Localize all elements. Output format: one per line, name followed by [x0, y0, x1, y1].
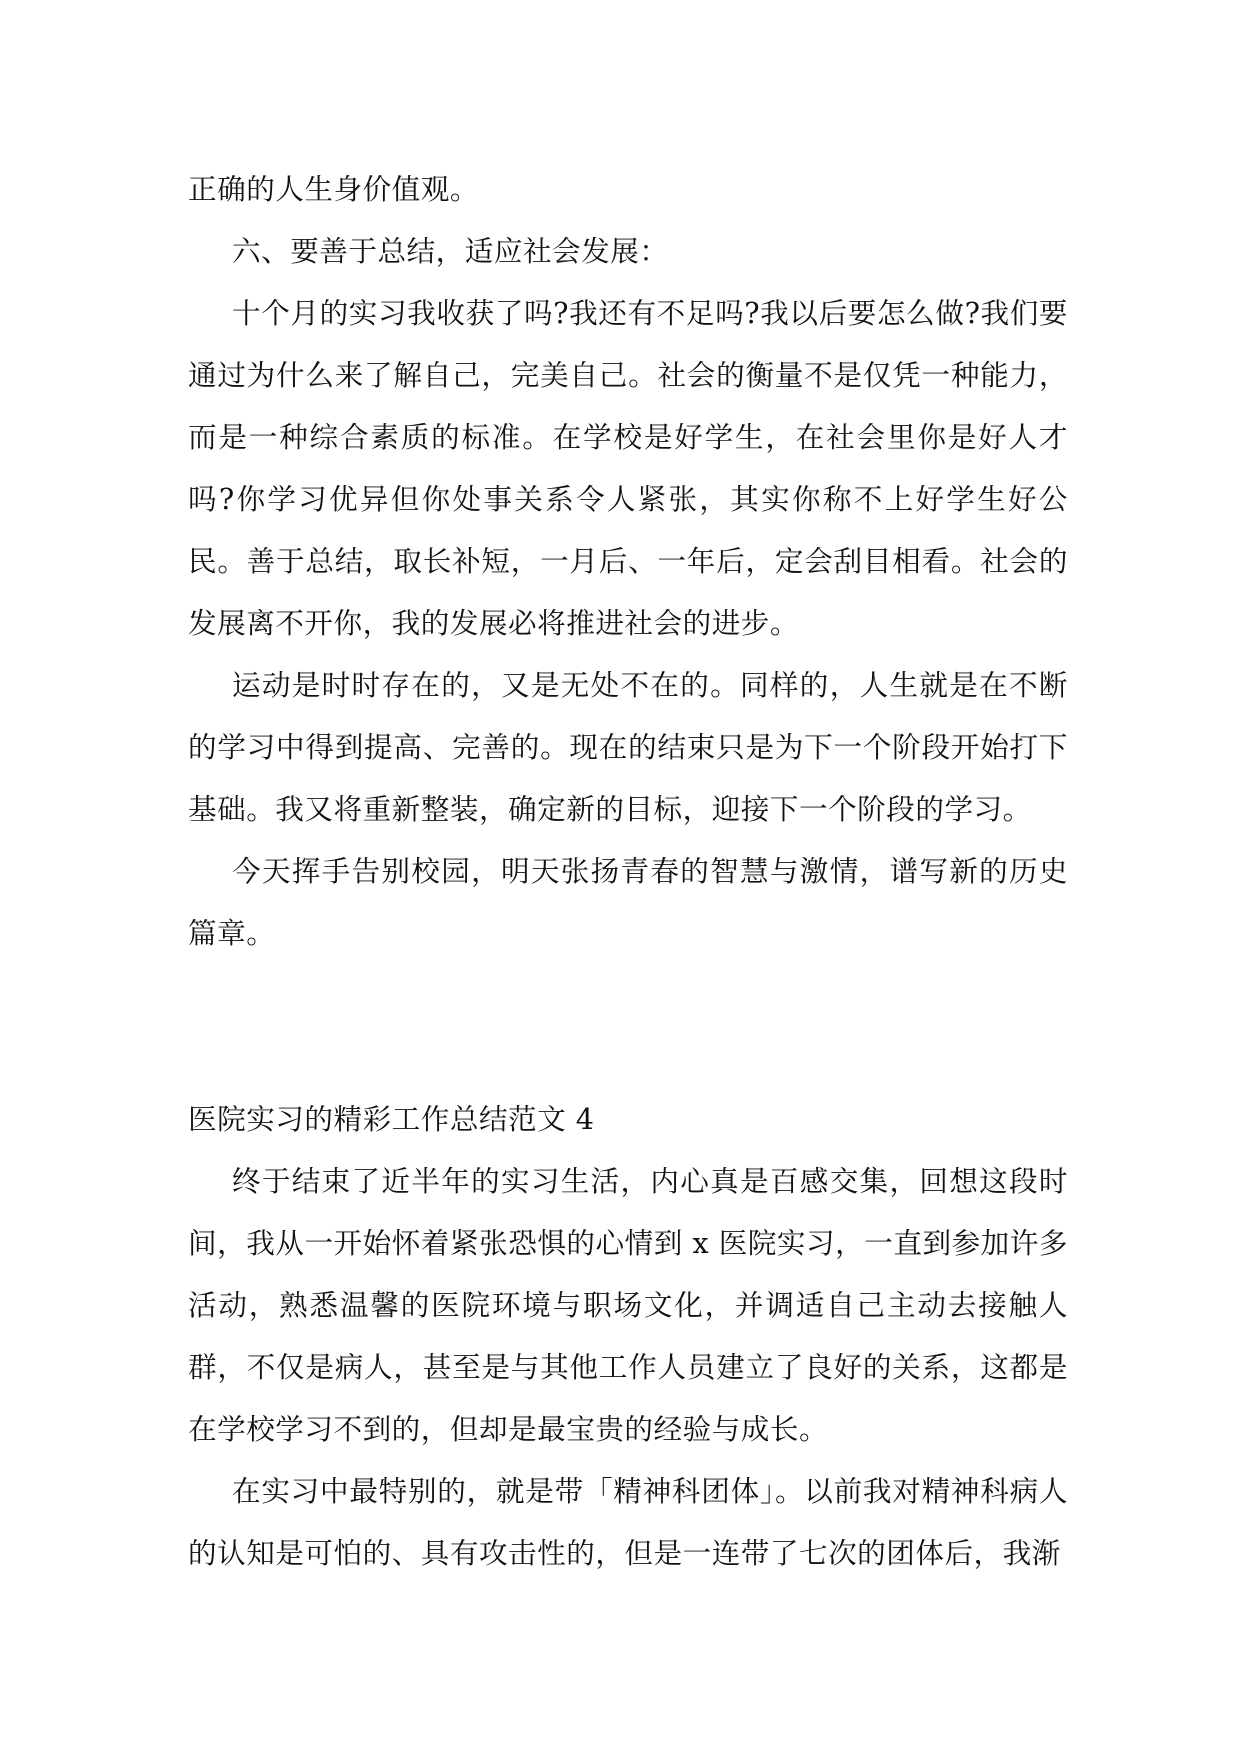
paragraph-motion: 运动是时时存在的，又是无处不在的。同样的，人生就是在不断的学习中得到提高、完善的。现在的结束只是为下一个阶段开始打下基础。我又将重新整装，确定新的目标，迎接下一个阶段的学习。: [188, 668, 1068, 826]
paragraph-continued: 正确的人生身价值观。: [188, 172, 479, 206]
paragraph-psychiatry-group: 在实习中最特别的，就是带「精神科团体」。以前我对精神科病人的认知是可怕的、具有攻击性的，但是一连带了七次的团体后，我渐: [188, 1474, 1068, 1570]
paragraph-farewell: 今天挥手告别校园，明天张扬青春的智慧与激情，谱写新的历史篇章。: [188, 854, 1068, 950]
paragraph-summary-reflection: 十个月的实习我收获了吗?我还有不足吗?我以后要怎么做?我们要通过为什么来了解自己，完美自己。社会的衡量不是仅凭一种能力，而是一种综合素质的标准。在学校是好学生，在社会里你是好人才吗?你学习优异但你处事关系令人紧张，其实你称不上好学生好公民。善于总结，取长补短，一月后、一年后，定会刮目相看。社会的发展离不开你，我的发展必将推进社会的进步。: [188, 296, 1068, 640]
document-body: [188, 158, 1068, 1584]
section-spacer: [188, 964, 1068, 1088]
section-heading: 医院实习的精彩工作总结范文 4: [188, 1102, 595, 1136]
paragraph-internship-end: 终于结束了近半年的实习生活，内心真是百感交集，回想这段时间，我从一开始怀着紧张恐惧的心情到 x 医院实习，一直到参加许多活动，熟悉温馨的医院环境与职场文化，并调适自己主动去接触人群，不仅是病人，甚至是与其他工作人员建立了良好的关系，这都是在学校学习不到的，但却是最宝贵的经验与成长。: [188, 1164, 1068, 1446]
paragraph-subheading-six: 六、要善于总结，适应社会发展：: [232, 234, 669, 268]
